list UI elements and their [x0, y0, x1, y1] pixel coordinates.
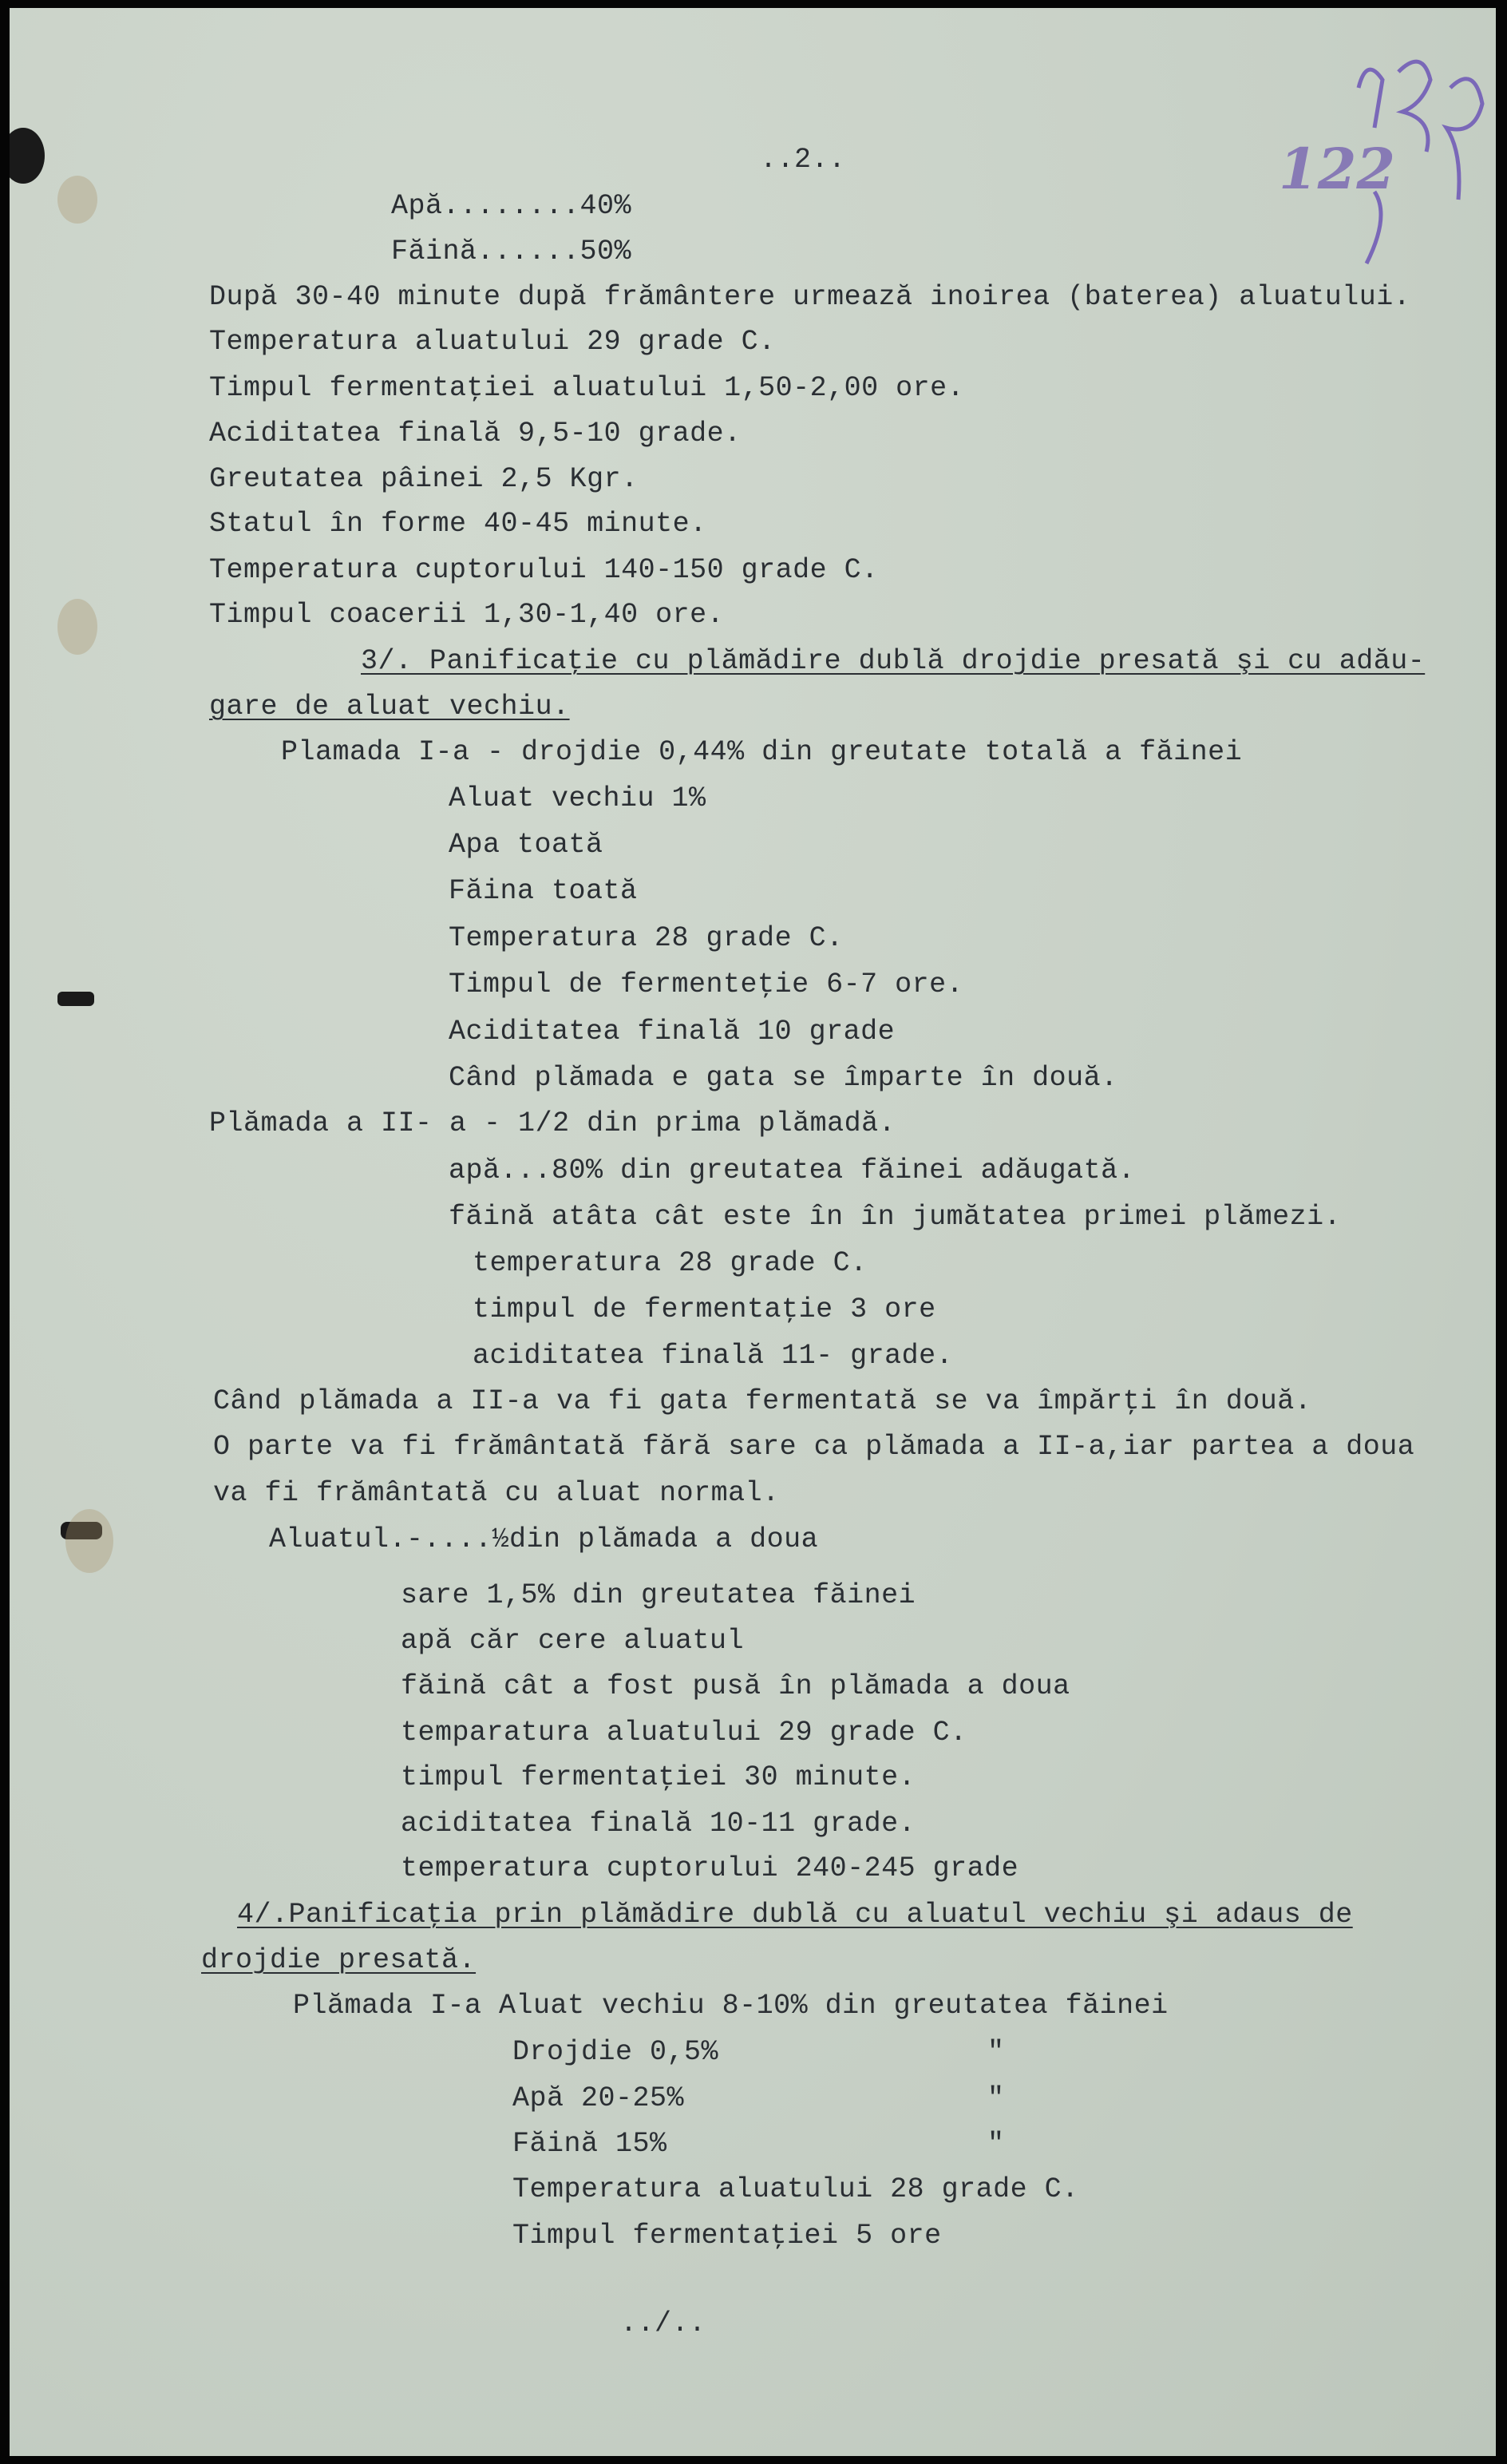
text-line: Statul în forme 40-45 minute. [209, 508, 707, 540]
ditto-mark: " [987, 2082, 1005, 2114]
stain [57, 599, 97, 655]
text-line: Aluatul.-....½din plămada a doua [269, 1523, 819, 1555]
section-heading: gare de aluat vechiu. [209, 691, 570, 723]
text-line: făină atâta cât este în în jumătatea primei plămezi. [449, 1201, 1342, 1233]
text-line: Aluat vechiu 1% [449, 782, 706, 814]
text-line: Greutatea pâinei 2,5 Kgr. [209, 463, 639, 495]
text-line: Temperatura cuptorului 140-150 grade C. [209, 554, 879, 586]
text-line: temperatura cuptorului 240-245 grade [401, 1852, 1019, 1884]
text-line: făină cât a fost pusă în plămada a doua [401, 1670, 1070, 1702]
text-line: Apa toată [449, 829, 603, 861]
stain [57, 176, 97, 224]
text-line: sare 1,5% din greutatea făinei [401, 1579, 916, 1611]
text-line: timpul fermentaţiei 30 minute. [401, 1761, 916, 1793]
text-line: Când plămada a II-a va fi gata fermentată se va împărţi în două. [213, 1385, 1312, 1417]
text-line: aciditatea finală 11- grade. [473, 1340, 954, 1372]
archive-mark [1263, 40, 1496, 279]
section-heading: 4/.Panificaţia prin plămădire dublă cu aluatul vechiu şi adaus de [237, 1899, 1353, 1931]
punch-hole [10, 128, 45, 184]
text-line: Plamada I-a - drojdie 0,44% din greutate totală a făinei [281, 736, 1243, 768]
section-heading: drojdie presată. [201, 1944, 477, 1976]
stain [65, 1509, 113, 1573]
text-line: timpul de fermentaţie 3 ore [473, 1293, 936, 1325]
text-line: Aciditatea finală 9,5-10 grade. [209, 418, 742, 450]
text-line: Drojdie 0,5% [512, 2036, 719, 2068]
text-line: Făină......50% [391, 236, 632, 267]
text-line: Temperatura 28 grade C. [449, 922, 844, 954]
section-heading: 3/. Panificaţie cu plămădire dublă drojdie presată şi cu adău- [361, 645, 1426, 677]
text-line: apă...80% din greutatea făinei adăugată. [449, 1155, 1136, 1186]
archive-number: 122 [1279, 136, 1396, 202]
text-line: Temperatura aluatului 28 grade C. [512, 2173, 1079, 2205]
text-line: aciditatea finală 10-11 grade. [401, 1808, 916, 1840]
ditto-mark: " [987, 2036, 1005, 2068]
text-line: Temperatura aluatului 29 grade C. [209, 326, 776, 358]
page-number: ..2.. [760, 144, 846, 176]
text-line: Timpul de fermenteţie 6-7 ore. [449, 969, 964, 1000]
text-line: Timpul fermentaţiei 5 ore [512, 2220, 942, 2252]
text-line: Timpul fermentaţiei aluatului 1,50-2,00 ore. [209, 372, 965, 404]
text-line: Plămada I-a Aluat vechiu 8-10% din greutatea făinei [293, 1990, 1169, 2022]
text-line: Făină 15% [512, 2128, 667, 2160]
text-line: Apă 20-25% [512, 2082, 685, 2114]
text-line: O parte va fi frământată fără sare ca plămada a II-a,iar partea a doua [213, 1431, 1415, 1463]
text-line: apă căr cere aluatul [401, 1625, 745, 1657]
ditto-mark: " [987, 2128, 1005, 2160]
document-page [10, 8, 1496, 2456]
text-line: Aciditatea finală 10 grade [449, 1016, 896, 1048]
text-line: Când plămada e gata se împarte în două. [449, 1062, 1118, 1094]
text-line: După 30-40 minute după frământere urmează inoirea (baterea) aluatului. [209, 281, 1411, 313]
text-line: Timpul coacerii 1,30-1,40 ore. [209, 599, 725, 631]
text-line: Apă........40% [391, 190, 632, 222]
continuation-mark: ../.. [620, 2308, 706, 2339]
text-line: Plămada a II- a - 1/2 din prima plămadă. [209, 1107, 896, 1139]
text-line: va fi frământată cu aluat normal. [213, 1477, 780, 1509]
text-line: temperatura 28 grade C. [473, 1247, 868, 1279]
text-line: Făina toată [449, 875, 638, 907]
text-line: temparatura aluatului 29 grade C. [401, 1717, 967, 1749]
punch-hole [57, 992, 94, 1006]
